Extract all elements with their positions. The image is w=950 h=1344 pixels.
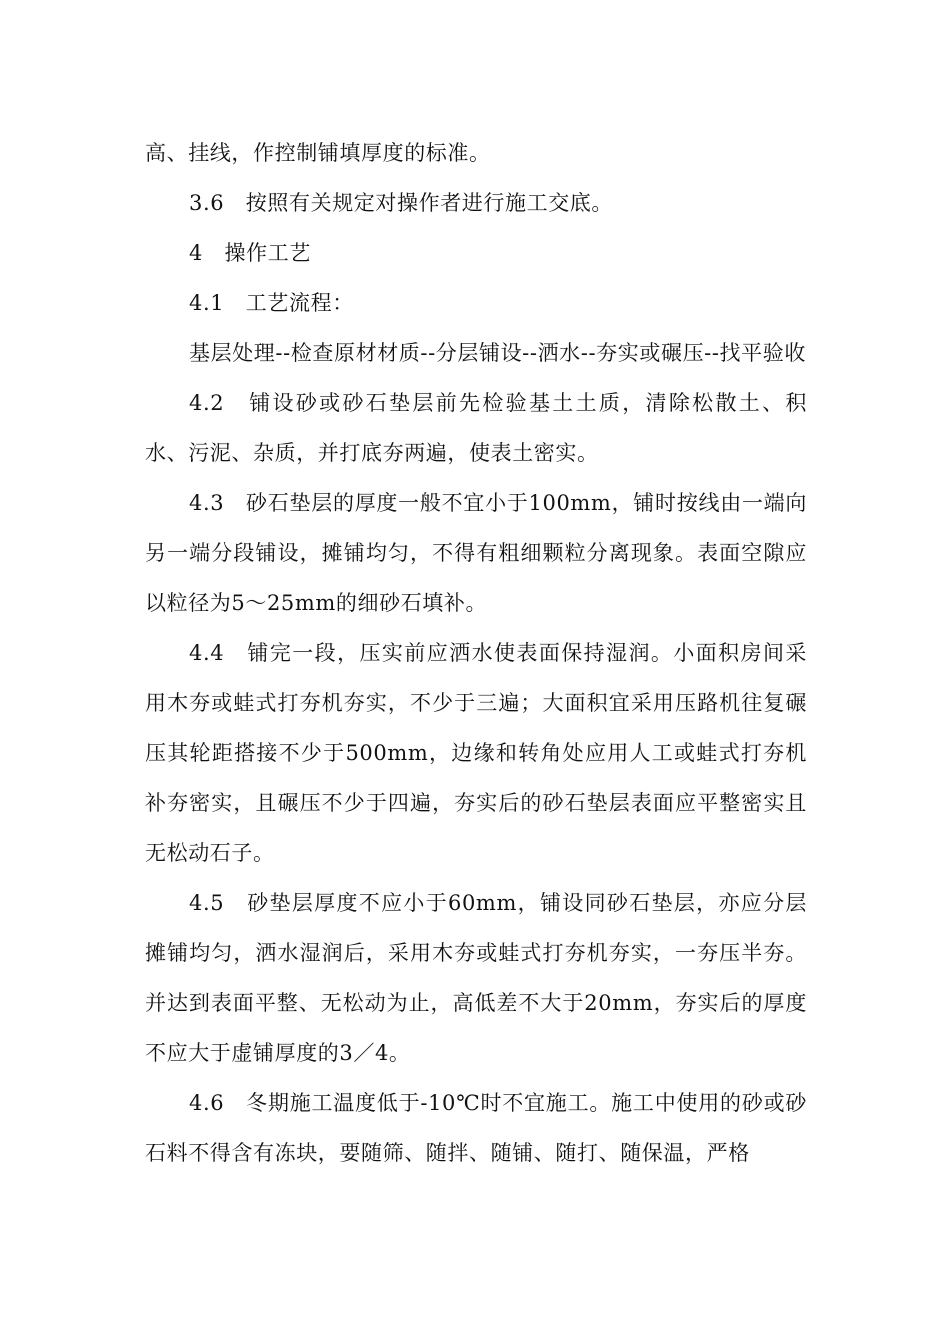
paragraph-3-6: 3.6 按照有关规定对操作者进行施工交底。 <box>189 191 613 215</box>
paragraph-4-6: 4.6 冬期施工温度低于-10℃时不宜施工。施工中使用的砂或砂石料不得含有冻块，要随筛、随拌、随铺、随打、随保温，严格 <box>145 1091 807 1165</box>
paragraph-4-5: 4.5 砂垫层厚度不应小于60mm，铺设同砂石垫层，亦应分层摊铺均匀，洒水湿润后，采用木夯或蛙式打夯机夯实，一夯压半夯。并达到表面平整、无松动为止，高低差不大于20mm，夯实后的厚度不应大于虚铺厚度的3／4。 <box>145 891 807 1065</box>
paragraph-4-3: 4.3 砂石垫层的厚度一般不宜小于100mm，铺时按线由一端向另一端分段铺设，摊铺均匀，不得有粗细颗粒分离现象。表面空隙应以粒径为5～25mm的细砂石填补。 <box>145 491 807 615</box>
paragraph-4-1: 4.1 工艺流程： <box>189 291 354 315</box>
paragraph-4-4: 4.4 铺完一段，压实前应洒水使表面保持湿润。小面积房间采用木夯或蛙式打夯机夯实，不少于三遍；大面积宜采用压路机往复碾压其轮距搭接不少于500mm，边缘和转角处应用人工或蛙式打夯机补夯密实，且碾压不少于四遍，夯实后的砂石垫层表面应平整密实且无松动石子。 <box>145 641 807 865</box>
document-body <box>145 128 807 1178</box>
paragraph-continuation: 高、挂线，作控制铺填厚度的标准。 <box>145 141 491 165</box>
paragraph-4-2: 4.2 铺设砂或砂石垫层前先检验基土土质，清除松散土、积水、污泥、杂质，并打底夯两遍，使表土密实。 <box>145 391 807 465</box>
section-heading-4: 4 操作工艺 <box>189 241 311 265</box>
process-flow: 基层处理--检查原材材质--分层铺设--洒水--夯实或碾压--找平验收 <box>189 341 806 365</box>
